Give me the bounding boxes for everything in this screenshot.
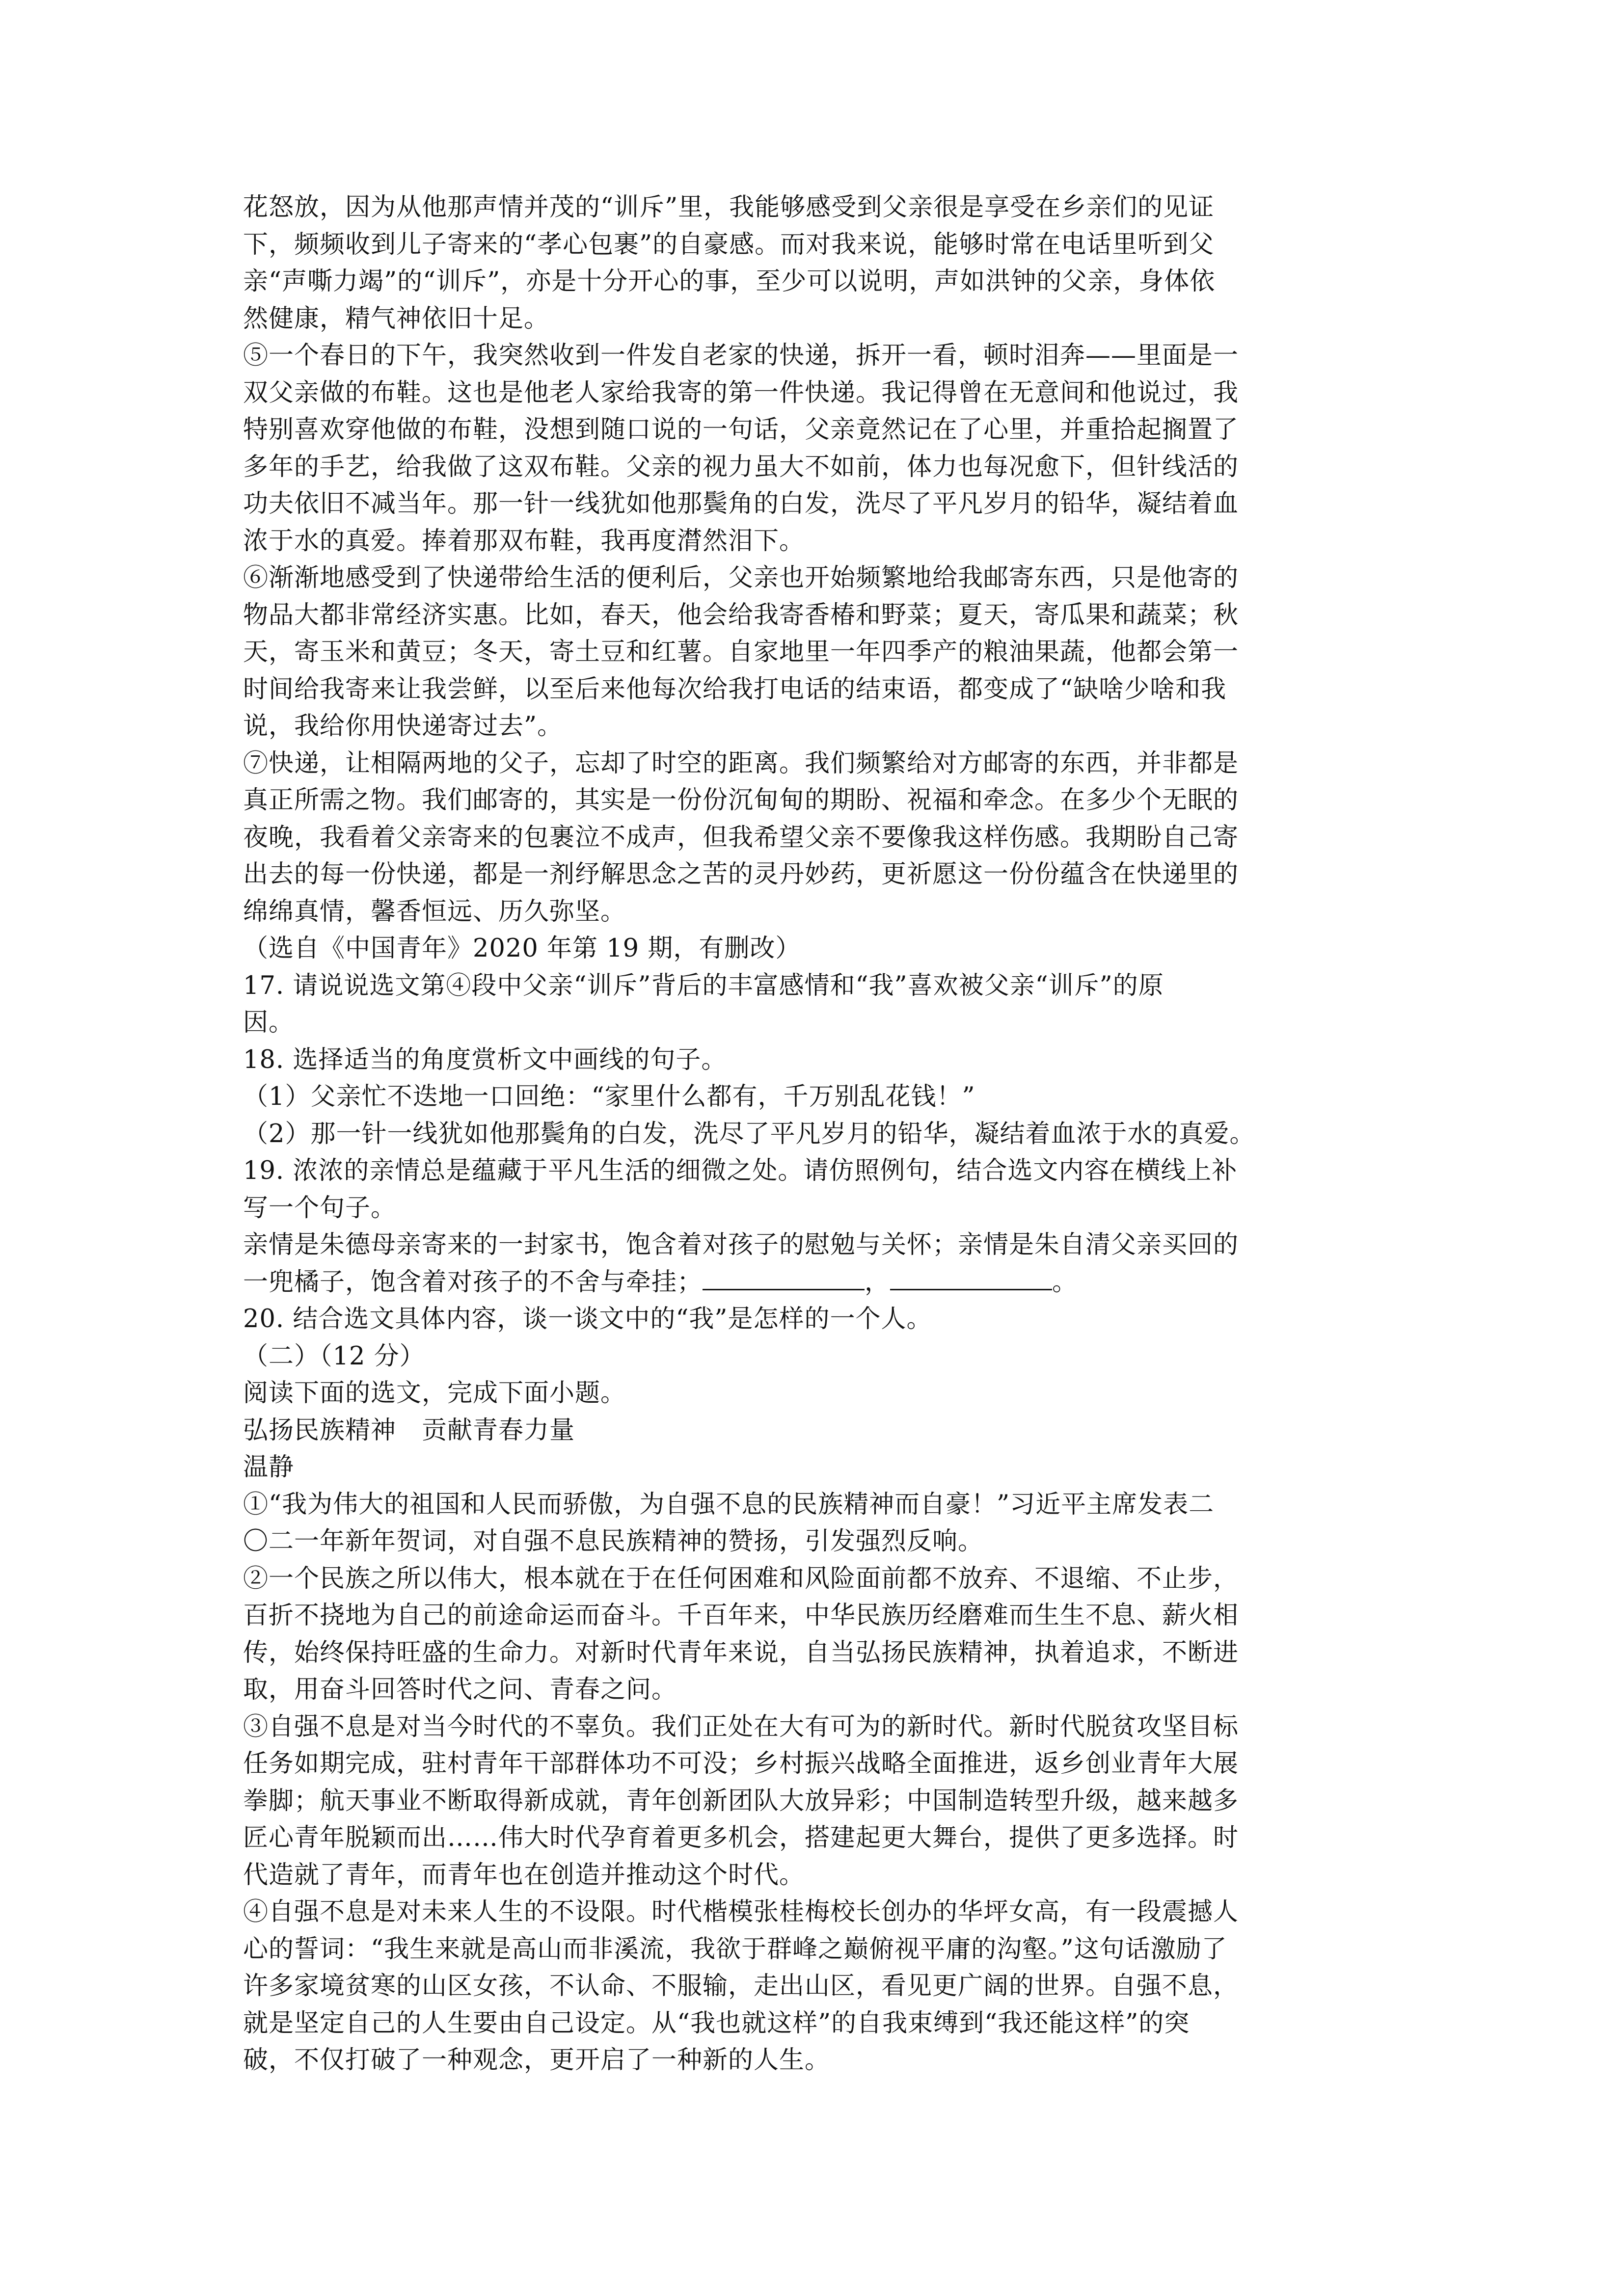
text-line: 就是坚定自己的人生要由自己设定。从“我也就这样”的自我束缚到“我还能这样”的突 bbox=[243, 2008, 1190, 2038]
text-line: 下，频频收到儿子寄来的“孝心包裹”的自豪感。而对我来说，能够时常在电话里听到父 bbox=[243, 230, 1215, 259]
section-instruction: 阅读下面的选文，完成下面小题。 bbox=[243, 1379, 626, 1408]
document-page bbox=[243, 189, 1387, 2079]
text-line: 任务如期完成，驻村青年干部群体功不可没；乡村振兴战略全面推进，返乡创业青年大展 bbox=[243, 1749, 1239, 1778]
question-19-example: 亲情是朱德母亲寄来的一封家书，饱含着对孩子的慰勉与关怀；亲情是朱自清父亲买回的 bbox=[243, 1230, 1239, 1259]
text-line: ④自强不息是对未来人生的不设限。时代楷模张桂梅校长创办的华坪女高，有一段震撼人 bbox=[243, 1897, 1239, 1926]
article-author: 温静 bbox=[243, 1453, 295, 1482]
text-line: ⑥渐渐地感受到了快递带给生活的便利后，父亲也开始频繁地给我邮寄东西，只是他寄的 bbox=[243, 563, 1239, 592]
text-line: 许多家境贫寒的山区女孩，不认命、不服输，走出山区，看见更广阔的世界。自强不息， bbox=[243, 1972, 1239, 2001]
text-line: 取，用奋斗回答时代之问、青春之问。 bbox=[243, 1675, 677, 1704]
text-line: 百折不挠地为自己的前途命运而奋斗。千百年来，中华民族历经磨难而生生不息、薪火相 bbox=[243, 1601, 1239, 1630]
text-line: 绵绵真情，馨香恒远、历久弥坚。 bbox=[243, 897, 626, 926]
text-line: 传，始终保持旺盛的生命力。对新时代青年来说，自当弘扬民族精神，执着追求，不断进 bbox=[243, 1638, 1239, 1667]
question-19-cont: 写一个句子。 bbox=[243, 1193, 397, 1223]
source-citation: （选自《中国青年》2020 年第 19 期，有删改） bbox=[243, 934, 801, 963]
answer-blank-2[interactable] bbox=[890, 1266, 1052, 1290]
text-line: 然健康，精气神依旧十足。 bbox=[243, 304, 550, 333]
text-line: ⑦快递，让相隔两地的父子，忘却了时空的距离。我们频繁给对方邮寄的东西，并非都是 bbox=[243, 748, 1239, 778]
question-19: 19. 浓浓的亲情总是蕴藏于平凡生活的细微之处。请仿照例句，结合选文内容在横线上补 bbox=[243, 1156, 1238, 1185]
text-line: 拳脚；航天事业不断取得新成就，青年创新团队大放异彩；中国制造转型升级，越来越多 bbox=[243, 1786, 1239, 1815]
text-line: ②一个民族之所以伟大，根本就在于在任何困难和风险面前都不放弃、不退缩、不止步， bbox=[243, 1564, 1239, 1593]
question-19-example-end: 一兜橘子，饱含着对孩子的不舍与牵挂； bbox=[243, 1267, 703, 1297]
text-line: ③自强不息是对当今时代的不辜负。我们正处在大有可为的新时代。新时代脱贫攻坚目标 bbox=[243, 1712, 1239, 1741]
text-line: 特别喜欢穿他做的布鞋，没想到随口说的一句话，父亲竟然记在了心里，并重拾起搁置了 bbox=[243, 415, 1239, 444]
question-20: 20. 结合选文具体内容，谈一谈文中的“我”是怎样的一个人。 bbox=[243, 1305, 932, 1334]
blank-separator: ， bbox=[865, 1267, 891, 1297]
article-title: 弘扬民族精神 贡献青春力量 bbox=[243, 1415, 575, 1445]
text-line: 匠心青年脱颖而出……伟大时代孕育着更多机会，搭建起更大舞台，提供了更多选择。时 bbox=[243, 1823, 1239, 1852]
question-19-fill-line bbox=[243, 1264, 1387, 1301]
text-line: 亲“声嘶力竭”的“训斥”，亦是十分开心的事，至少可以说明，声如洪钟的父亲，身体依 bbox=[243, 267, 1216, 296]
text-line: 〇二一年新年贺词，对自强不息民族精神的赞扬，引发强烈反响。 bbox=[243, 1527, 984, 1556]
text-line: 真正所需之物。我们邮寄的，其实是一份份沉甸甸的期盼、祝福和牵念。在多少个无眠的 bbox=[243, 786, 1239, 815]
text-line: 功夫依旧不减当年。那一针一线犹如他那鬓角的白发，洗尽了平凡岁月的铅华，凝结着血 bbox=[243, 489, 1239, 518]
text-line: 出去的每一份快递，都是一剂纾解思念之苦的灵丹妙药，更祈愿这一份份蕴含在快递里的 bbox=[243, 860, 1239, 889]
question-18-item-2: （2）那一针一线犹如他那鬓角的白发，洗尽了平凡岁月的铅华，凝结着血浓于水的真爱。 bbox=[243, 1119, 1255, 1148]
text-line: ①“我为伟大的祖国和人民而骄傲，为自强不息的民族精神而自豪！”习近平主席发表二 bbox=[243, 1490, 1215, 1519]
question-17: 17. 请说说选文第④段中父亲“训斥”背后的丰富感情和“我”喜欢被父亲“训斥”的原 bbox=[243, 971, 1164, 1000]
text-line: ⑤一个春日的下午，我突然收到一件发自老家的快递，拆开一看，顿时泪奔——里面是一 bbox=[243, 341, 1239, 370]
text-line: 双父亲做的布鞋。这也是他老人家给我寄的第一件快递。我记得曾在无意间和他说过，我 bbox=[243, 378, 1239, 407]
text-line: 说，我给你用快递寄过去”。 bbox=[243, 712, 563, 741]
text-line: 天，寄玉米和黄豆；冬天，寄土豆和红薯。自家地里一年四季产的粮油果蔬，他都会第一 bbox=[243, 638, 1239, 667]
text-line: 多年的手艺，给我做了这双布鞋。父亲的视力虽大不如前，体力也每况愈下，但针线活的 bbox=[243, 452, 1239, 481]
text-line: 浓于水的真爱。捧着那双布鞋，我再度潸然泪下。 bbox=[243, 526, 805, 556]
text-line: 物品大都非常经济实惠。比如，春天，他会给我寄香椿和野菜；夏天，寄瓜果和蔬菜；秋 bbox=[243, 600, 1239, 630]
text-line: 破，不仅打破了一种观念，更开启了一种新的人生。 bbox=[243, 2046, 831, 2075]
section-heading: （二）（12 分） bbox=[243, 1341, 425, 1371]
text-line: 花怒放，因为从他那声情并茂的“训斥”里，我能够感受到父亲很是享受在乡亲们的见证 bbox=[243, 193, 1215, 222]
answer-blank-1[interactable] bbox=[703, 1266, 865, 1290]
text-line: 心的誓词：“我生来就是高山而非溪流，我欲于群峰之巅俯视平庸的沟壑。”这句话激励了 bbox=[243, 1934, 1227, 1964]
text-line: 时间给我寄来让我尝鲜，以至后来他每次给我打电话的结束语，都变成了“缺啥少啥和我 bbox=[243, 674, 1227, 704]
question-17-cont: 因。 bbox=[243, 1008, 295, 1037]
text-line: 代造就了青年，而青年也在创造并推动这个时代。 bbox=[243, 1860, 805, 1890]
question-18-item-1: （1）父亲忙不迭地一口回绝：“家里什么都有，千万别乱花钱！” bbox=[243, 1082, 975, 1111]
text-line: 夜晚，我看着父亲寄来的包裹泣不成声，但我希望父亲不要像我这样伤感。我期盼自己寄 bbox=[243, 823, 1239, 852]
question-18: 18. 选择适当的角度赏析文中画线的句子。 bbox=[243, 1045, 727, 1074]
blank-end-mark: 。 bbox=[1052, 1267, 1078, 1297]
